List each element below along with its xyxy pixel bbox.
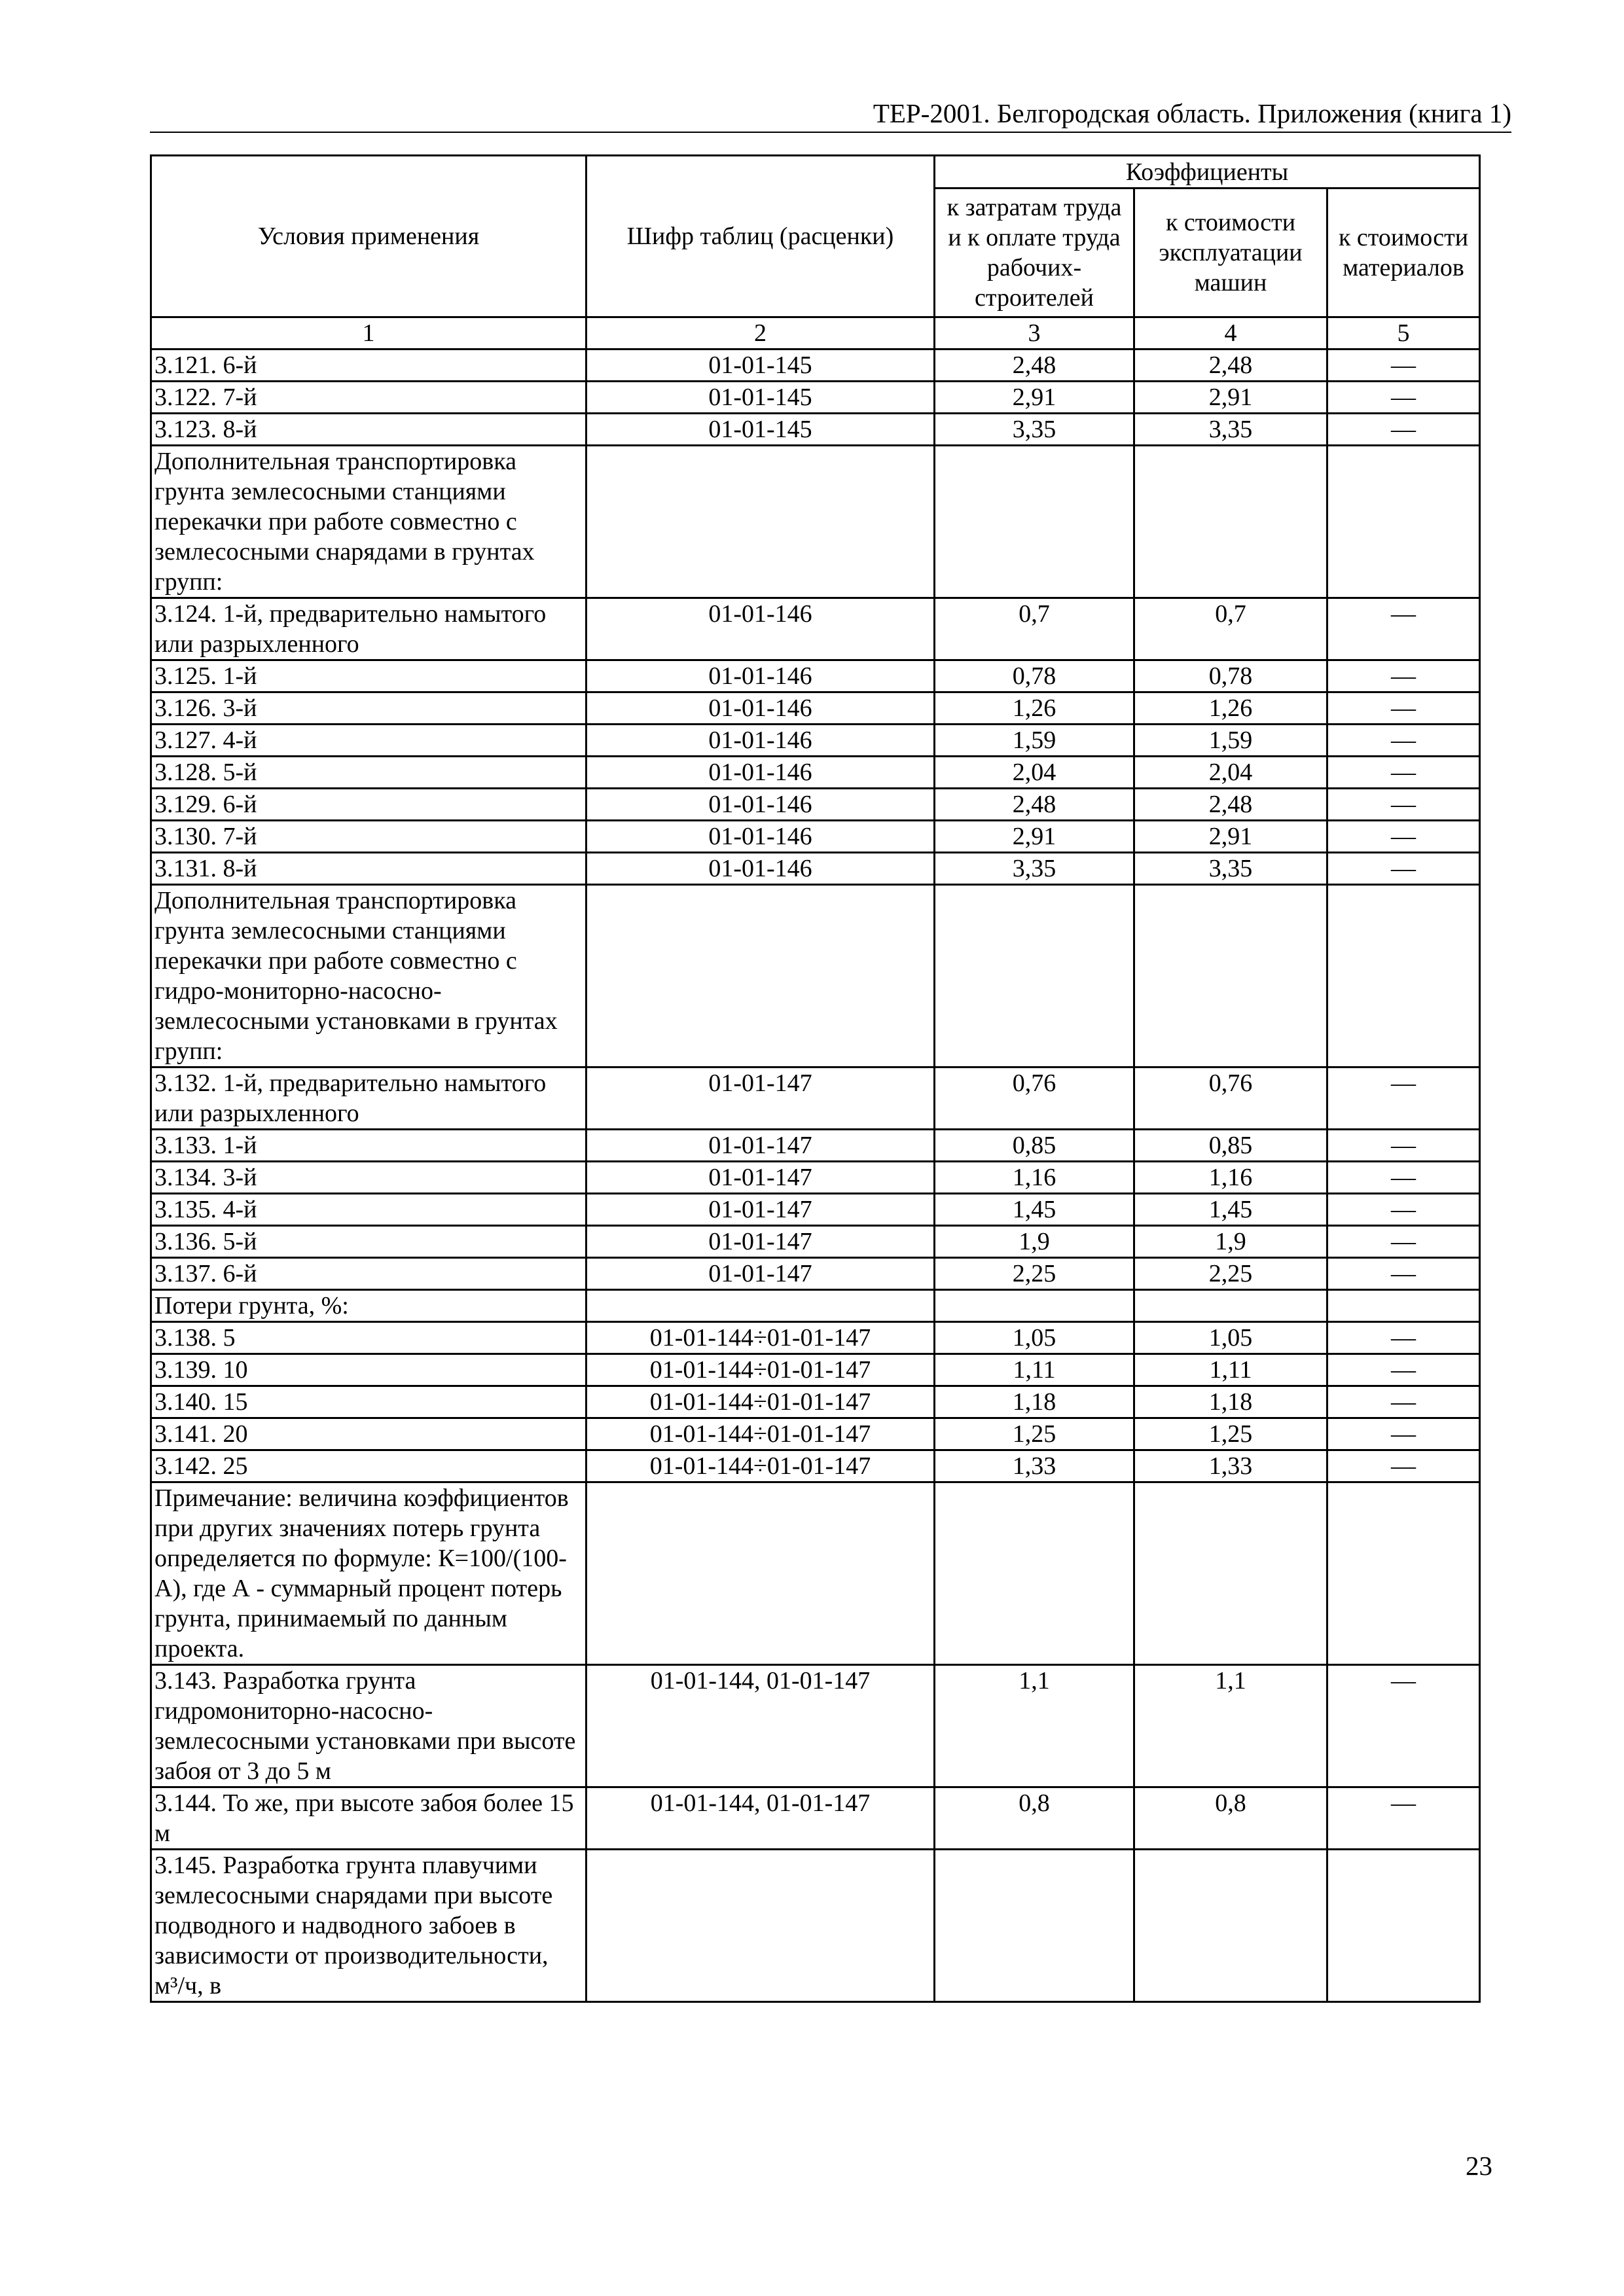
table-row — [151, 1354, 1480, 1386]
cell-labor-coef: 1,9 — [935, 1226, 1134, 1258]
cell-materials-coef — [1327, 1290, 1480, 1322]
cell-code: 01-01-144, 01-01-147 — [586, 1787, 935, 1850]
cell-materials-coef: — — [1327, 821, 1480, 853]
cell-conditions: 3.144. То же, при высоте забоя более 15 м — [151, 1787, 586, 1850]
cell-labor-coef: 1,59 — [935, 725, 1134, 757]
cell-code: 01-01-145 — [586, 414, 935, 446]
table-row — [151, 821, 1480, 853]
cell-code — [586, 1482, 935, 1665]
column-number: 1 — [151, 317, 586, 350]
cell-labor-coef: 0,76 — [935, 1067, 1134, 1130]
cell-labor-coef: 1,1 — [935, 1665, 1134, 1787]
cell-labor-coef: 1,33 — [935, 1450, 1134, 1482]
cell-machines-coef — [1134, 885, 1327, 1067]
cell-materials-coef: — — [1327, 1322, 1480, 1354]
cell-labor-coef — [935, 1290, 1134, 1322]
cell-labor-coef — [935, 1482, 1134, 1665]
table-row — [151, 1665, 1480, 1787]
cell-machines-coef: 2,04 — [1134, 757, 1327, 789]
cell-machines-coef: 2,48 — [1134, 350, 1327, 382]
page-number: 23 — [1466, 2151, 1492, 2181]
cell-labor-coef: 0,8 — [935, 1787, 1134, 1850]
cell-conditions: 3.127. 4-й — [151, 725, 586, 757]
header-code: Шифр таблиц (расценки) — [586, 156, 935, 317]
cell-conditions: 3.136. 5-й — [151, 1226, 586, 1258]
cell-machines-coef — [1134, 1482, 1327, 1665]
cell-labor-coef: 3,35 — [935, 853, 1134, 885]
cell-conditions: 3.145. Разработка грунта плавучими землесосными снарядами при высоте подводного и надводного забоев в зависимости от производительности, м³/ч, в — [151, 1850, 586, 2002]
cell-machines-coef: 2,25 — [1134, 1258, 1327, 1290]
table-row — [151, 446, 1480, 598]
table-body — [151, 156, 1480, 2002]
table-row — [151, 1787, 1480, 1850]
cell-code: 01-01-144÷01-01-147 — [586, 1418, 935, 1450]
column-number: 4 — [1134, 317, 1327, 350]
cell-conditions: Примечание: величина коэффициентов при других значениях потерь грунта определяется по формуле: К=100/(100-А), где А - суммарный процент потерь грунта, принимаемый по данным проекта. — [151, 1482, 586, 1665]
column-number: 3 — [935, 317, 1134, 350]
cell-conditions: 3.143. Разработка грунта гидромониторно-насосно-землесосными установками при высоте забоя от 3 до 5 м — [151, 1665, 586, 1787]
cell-conditions: 3.130. 7-й — [151, 821, 586, 853]
cell-materials-coef: — — [1327, 1226, 1480, 1258]
cell-labor-coef — [935, 1850, 1134, 2002]
table-row — [151, 1482, 1480, 1665]
cell-code: 01-01-144÷01-01-147 — [586, 1386, 935, 1418]
cell-code: 01-01-146 — [586, 660, 935, 692]
cell-materials-coef: — — [1327, 1162, 1480, 1194]
cell-code: 01-01-146 — [586, 853, 935, 885]
cell-materials-coef: — — [1327, 692, 1480, 725]
cell-conditions: 3.126. 3-й — [151, 692, 586, 725]
cell-labor-coef: 3,35 — [935, 414, 1134, 446]
cell-labor-coef: 1,16 — [935, 1162, 1134, 1194]
cell-code — [586, 885, 935, 1067]
cell-conditions: 3.134. 3-й — [151, 1162, 586, 1194]
table-row — [151, 725, 1480, 757]
table-row — [151, 660, 1480, 692]
cell-machines-coef: 1,1 — [1134, 1665, 1327, 1787]
table-row — [151, 1386, 1480, 1418]
cell-labor-coef: 1,18 — [935, 1386, 1134, 1418]
header-rule — [150, 132, 1511, 133]
cell-labor-coef: 1,25 — [935, 1418, 1134, 1450]
cell-machines-coef — [1134, 446, 1327, 598]
cell-materials-coef: — — [1327, 1258, 1480, 1290]
table-row — [151, 692, 1480, 725]
column-number: 5 — [1327, 317, 1480, 350]
cell-machines-coef: 1,16 — [1134, 1162, 1327, 1194]
column-numbers-row — [151, 317, 1480, 350]
cell-materials-coef: — — [1327, 414, 1480, 446]
cell-materials-coef: — — [1327, 350, 1480, 382]
cell-code: 01-01-144÷01-01-147 — [586, 1354, 935, 1386]
cell-materials-coef: — — [1327, 1194, 1480, 1226]
cell-code: 01-01-147 — [586, 1194, 935, 1226]
cell-labor-coef: 1,11 — [935, 1354, 1134, 1386]
cell-machines-coef: 1,11 — [1134, 1354, 1327, 1386]
page-header: ТЕР-2001. Белгородская область. Приложения (книга 1) — [873, 98, 1511, 128]
cell-machines-coef: 1,59 — [1134, 725, 1327, 757]
cell-code: 01-01-145 — [586, 350, 935, 382]
cell-labor-coef: 2,91 — [935, 382, 1134, 414]
cell-materials-coef: — — [1327, 382, 1480, 414]
cell-code: 01-01-147 — [586, 1226, 935, 1258]
table-row — [151, 598, 1480, 660]
cell-code — [586, 1850, 935, 2002]
cell-code: 01-01-146 — [586, 789, 935, 821]
cell-materials-coef: — — [1327, 1418, 1480, 1450]
cell-code: 01-01-144÷01-01-147 — [586, 1450, 935, 1482]
cell-materials-coef: — — [1327, 1130, 1480, 1162]
cell-machines-coef: 1,33 — [1134, 1450, 1327, 1482]
cell-machines-coef: 1,18 — [1134, 1386, 1327, 1418]
cell-labor-coef: 1,05 — [935, 1322, 1134, 1354]
cell-conditions: 3.141. 20 — [151, 1418, 586, 1450]
table-row — [151, 1258, 1480, 1290]
cell-materials-coef: — — [1327, 1450, 1480, 1482]
cell-labor-coef: 0,85 — [935, 1130, 1134, 1162]
table-row — [151, 414, 1480, 446]
cell-materials-coef — [1327, 1482, 1480, 1665]
cell-code: 01-01-147 — [586, 1130, 935, 1162]
cell-conditions: Дополнительная транспортировка грунта землесосными станциями перекачки при работе совместно с гидро-мониторно-насосно-землесосными установками в грунтах групп: — [151, 885, 586, 1067]
cell-machines-coef: 2,91 — [1134, 382, 1327, 414]
cell-machines-coef: 3,35 — [1134, 414, 1327, 446]
cell-conditions: 3.132. 1-й, предварительно намытого или разрыхленного — [151, 1067, 586, 1130]
cell-machines-coef: 2,48 — [1134, 789, 1327, 821]
cell-machines-coef — [1134, 1290, 1327, 1322]
cell-conditions: Потери грунта, %: — [151, 1290, 586, 1322]
cell-conditions: Дополнительная транспортировка грунта землесосными станциями перекачки при работе совместно с землесосными снарядами в грунтах групп: — [151, 446, 586, 598]
cell-conditions: 3.129. 6-й — [151, 789, 586, 821]
cell-conditions: 3.139. 10 — [151, 1354, 586, 1386]
cell-machines-coef — [1134, 1850, 1327, 2002]
cell-machines-coef: 1,26 — [1134, 692, 1327, 725]
cell-code: 01-01-144, 01-01-147 — [586, 1665, 935, 1787]
header-coefficients: Коэффициенты — [935, 156, 1480, 188]
header-machines: к стоимости эксплуатации машин — [1134, 188, 1327, 317]
cell-materials-coef: — — [1327, 725, 1480, 757]
cell-labor-coef: 1,45 — [935, 1194, 1134, 1226]
table-row — [151, 382, 1480, 414]
cell-conditions: 3.131. 8-й — [151, 853, 586, 885]
table-row — [151, 853, 1480, 885]
table-row — [151, 885, 1480, 1067]
cell-machines-coef: 1,25 — [1134, 1418, 1327, 1450]
table-row — [151, 1194, 1480, 1226]
cell-machines-coef: 0,85 — [1134, 1130, 1327, 1162]
cell-machines-coef: 3,35 — [1134, 853, 1327, 885]
table-row — [151, 1226, 1480, 1258]
cell-code: 01-01-147 — [586, 1067, 935, 1130]
cell-labor-coef: 1,26 — [935, 692, 1134, 725]
cell-labor-coef: 2,48 — [935, 789, 1134, 821]
cell-conditions: 3.124. 1-й, предварительно намытого или разрыхленного — [151, 598, 586, 660]
cell-code: 01-01-146 — [586, 598, 935, 660]
cell-conditions: 3.138. 5 — [151, 1322, 586, 1354]
cell-machines-coef: 0,78 — [1134, 660, 1327, 692]
cell-conditions: 3.133. 1-й — [151, 1130, 586, 1162]
header-labor: к затратам труда и к оплате труда рабочих-строителей — [935, 188, 1134, 317]
table-row — [151, 1290, 1480, 1322]
cell-code — [586, 446, 935, 598]
cell-labor-coef — [935, 446, 1134, 598]
cell-machines-coef: 2,91 — [1134, 821, 1327, 853]
cell-machines-coef: 1,9 — [1134, 1226, 1327, 1258]
cell-materials-coef: — — [1327, 1354, 1480, 1386]
cell-materials-coef: — — [1327, 1386, 1480, 1418]
cell-conditions: 3.122. 7-й — [151, 382, 586, 414]
cell-materials-coef — [1327, 885, 1480, 1067]
cell-code: 01-01-144÷01-01-147 — [586, 1322, 935, 1354]
cell-machines-coef: 1,05 — [1134, 1322, 1327, 1354]
cell-code: 01-01-146 — [586, 821, 935, 853]
cell-materials-coef: — — [1327, 757, 1480, 789]
table-row — [151, 1450, 1480, 1482]
column-number: 2 — [586, 317, 935, 350]
cell-machines-coef: 0,8 — [1134, 1787, 1327, 1850]
cell-labor-coef: 2,25 — [935, 1258, 1134, 1290]
cell-materials-coef: — — [1327, 598, 1480, 660]
table-row — [151, 350, 1480, 382]
cell-labor-coef: 0,78 — [935, 660, 1134, 692]
cell-code: 01-01-146 — [586, 757, 935, 789]
cell-conditions: 3.125. 1-й — [151, 660, 586, 692]
cell-conditions: 3.128. 5-й — [151, 757, 586, 789]
cell-materials-coef: — — [1327, 789, 1480, 821]
table-row — [151, 757, 1480, 789]
cell-machines-coef: 0,76 — [1134, 1067, 1327, 1130]
cell-conditions: 3.123. 8-й — [151, 414, 586, 446]
cell-conditions: 3.137. 6-й — [151, 1258, 586, 1290]
cell-code: 01-01-147 — [586, 1162, 935, 1194]
header-materials: к стоимости материалов — [1327, 188, 1480, 317]
cell-materials-coef: — — [1327, 1665, 1480, 1787]
cell-code: 01-01-145 — [586, 382, 935, 414]
table-row — [151, 1322, 1480, 1354]
cell-materials-coef — [1327, 1850, 1480, 2002]
cell-code: 01-01-146 — [586, 692, 935, 725]
table-row — [151, 789, 1480, 821]
cell-code: 01-01-146 — [586, 725, 935, 757]
cell-labor-coef — [935, 885, 1134, 1067]
cell-materials-coef: — — [1327, 1787, 1480, 1850]
cell-materials-coef — [1327, 446, 1480, 598]
coefficients-table — [150, 154, 1481, 2003]
cell-code — [586, 1290, 935, 1322]
cell-labor-coef: 2,48 — [935, 350, 1134, 382]
cell-machines-coef: 0,7 — [1134, 598, 1327, 660]
cell-materials-coef: — — [1327, 853, 1480, 885]
cell-machines-coef: 1,45 — [1134, 1194, 1327, 1226]
cell-materials-coef: — — [1327, 660, 1480, 692]
cell-labor-coef: 2,91 — [935, 821, 1134, 853]
table-row — [151, 1850, 1480, 2002]
cell-conditions: 3.142. 25 — [151, 1450, 586, 1482]
table-row — [151, 1418, 1480, 1450]
table-row — [151, 1067, 1480, 1130]
cell-labor-coef: 0,7 — [935, 598, 1134, 660]
table-row — [151, 1162, 1480, 1194]
header-conditions: Условия применения — [151, 156, 586, 317]
cell-conditions: 3.121. 6-й — [151, 350, 586, 382]
cell-code: 01-01-147 — [586, 1258, 935, 1290]
cell-conditions: 3.135. 4-й — [151, 1194, 586, 1226]
cell-materials-coef: — — [1327, 1067, 1480, 1130]
cell-conditions: 3.140. 15 — [151, 1386, 586, 1418]
cell-labor-coef: 2,04 — [935, 757, 1134, 789]
table-row — [151, 1130, 1480, 1162]
